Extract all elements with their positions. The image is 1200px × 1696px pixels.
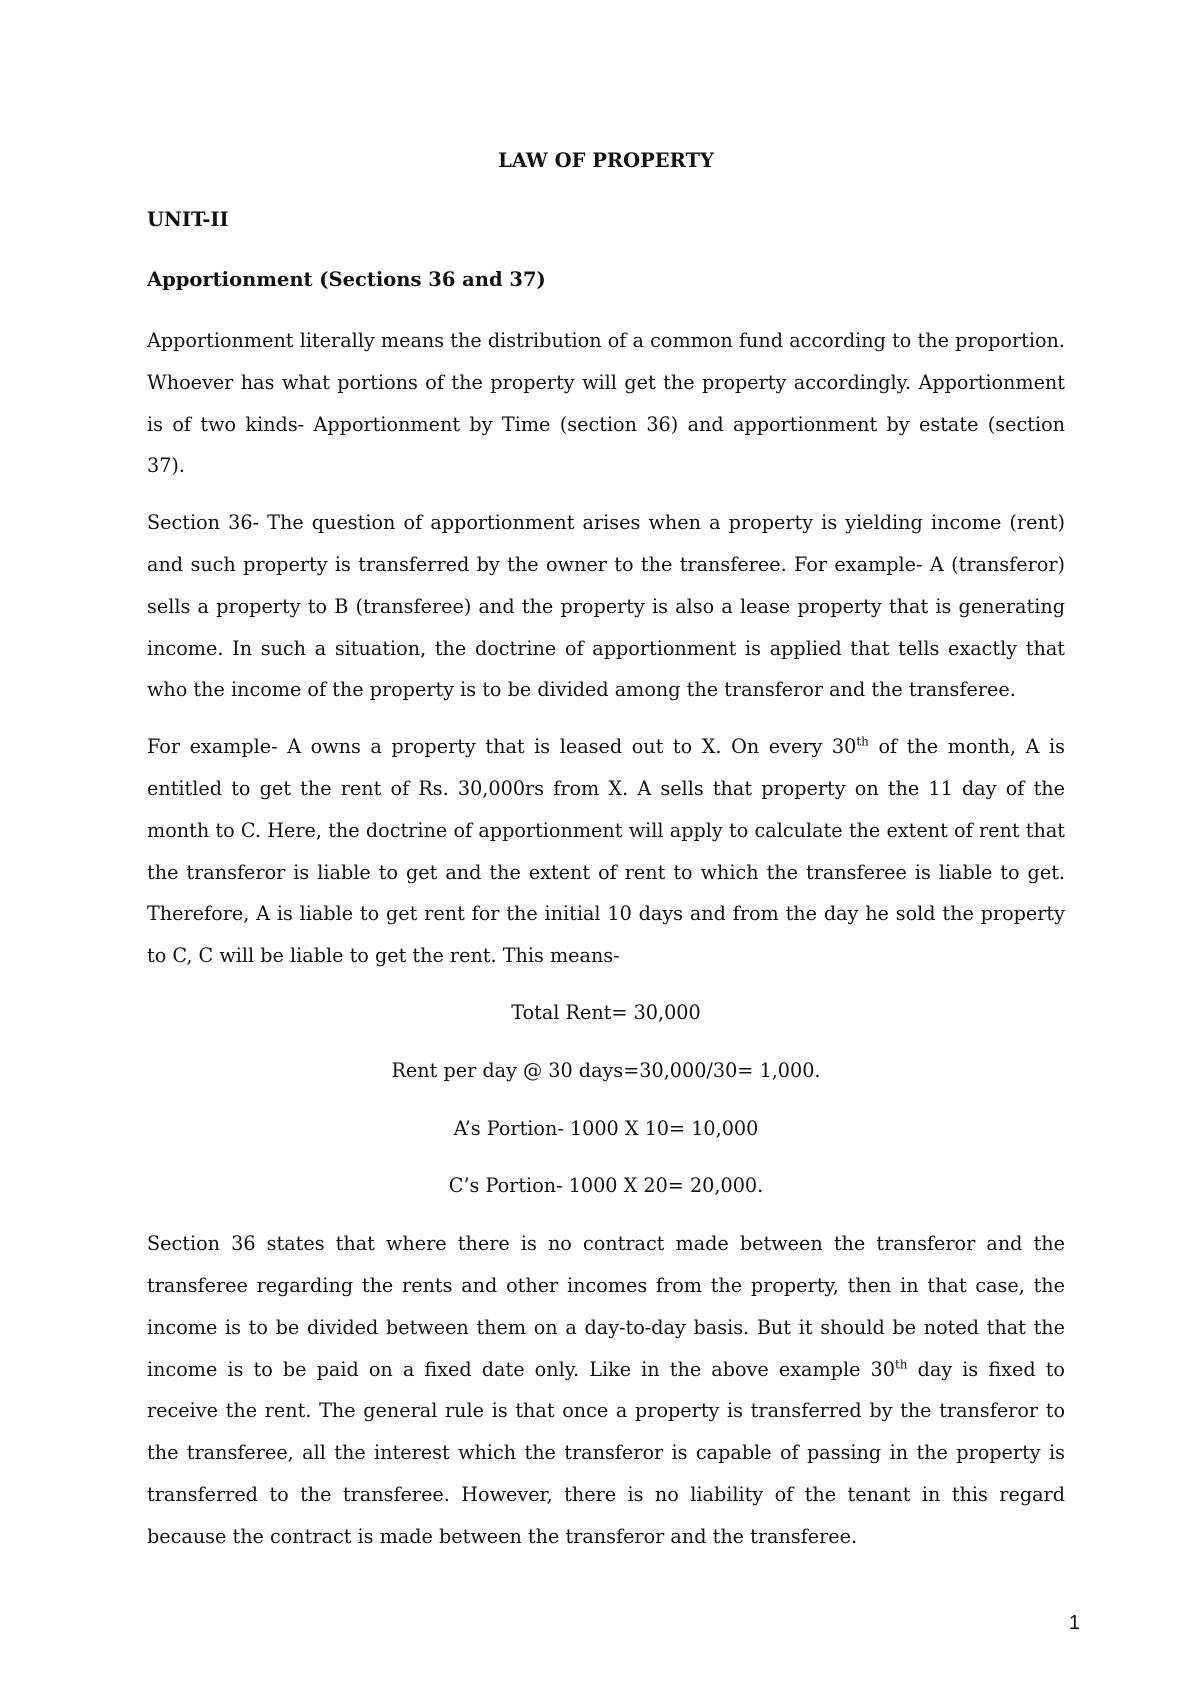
- rule-text-start: Section 36 states that where there is no contract made between the transferor and the transferee regarding the rents and other incomes from the property, then in that case, the income is to be divided between them on a day-to-day basis. But it should be noted that the income is to be paid on a fixed date only. Like in the above example 30: [147, 1232, 1065, 1381]
- formula-total-rent: Total Rent= 30,000: [511, 1000, 701, 1024]
- page-content: [147, 146, 1065, 1573]
- formula-a-portion: A’s Portion- 1000 X 10= 10,000: [453, 1116, 759, 1140]
- ordinal-suffix: th: [894, 1357, 908, 1372]
- paragraph-section-36-intro: Section 36- The question of apportionment arises when a property is yielding income (rent) and such property is transferred by the owner to the transferee. For example- A (transferor) sells a property to B (transferee) and the property is also a lease property that is generating income. In such a situation, the doctrine of apportionment is applied that tells exactly that who the income of the property is to be divided among the transferor and the transferee.: [147, 511, 1065, 702]
- paragraph-example: [147, 726, 1065, 977]
- example-text-rest: of the month, A is entitled to get the rent of Rs. 30,000rs from X. A sells that property on the 11 day of the month to C. Here, the doctrine of apportionment will apply to calculate the extent of rent that the transferor is liable to get and the extent of rent to which the transferee is liable to get. Therefore, A is liable to get rent for the initial 10 days and from the day he sold the property to C, C will be liable to get the rent. This means-: [147, 735, 1065, 968]
- paragraph-definition: Apportionment literally means the distribution of a common fund according to the proportion. Whoever has what portions of the property will get the property accordingly. Apportionment is of two kinds- Apportionment by Time (section 36) and apportionment by estate (section 37).: [147, 329, 1065, 478]
- formula-c-portion: C’s Portion- 1000 X 20= 20,000.: [448, 1174, 764, 1198]
- example-text-start: For example- A owns a property that is leased out to X. On every 30: [147, 735, 857, 759]
- unit-label: UNIT-II: [147, 208, 229, 231]
- section-heading: Apportionment (Sections 36 and 37): [147, 268, 546, 291]
- document-title: LAW OF PROPERTY: [498, 149, 714, 172]
- page-number: 1: [1068, 1612, 1080, 1634]
- rule-text-rest: day is fixed to receive the rent. The general rule is that once a property is transferred by the transferor to the transferee, all the interest which the transferor is capable of passing in the property is transferred to the transferee. However, there is no liability of the tenant in this regard because the contract is made between the transferor and the transferee.: [147, 1357, 1065, 1548]
- paragraph-section-36-rule: [147, 1223, 1065, 1557]
- formula-rent-per-day: Rent per day @ 30 days=30,000/30= 1,000.: [391, 1058, 821, 1082]
- ordinal-suffix: th: [856, 734, 869, 749]
